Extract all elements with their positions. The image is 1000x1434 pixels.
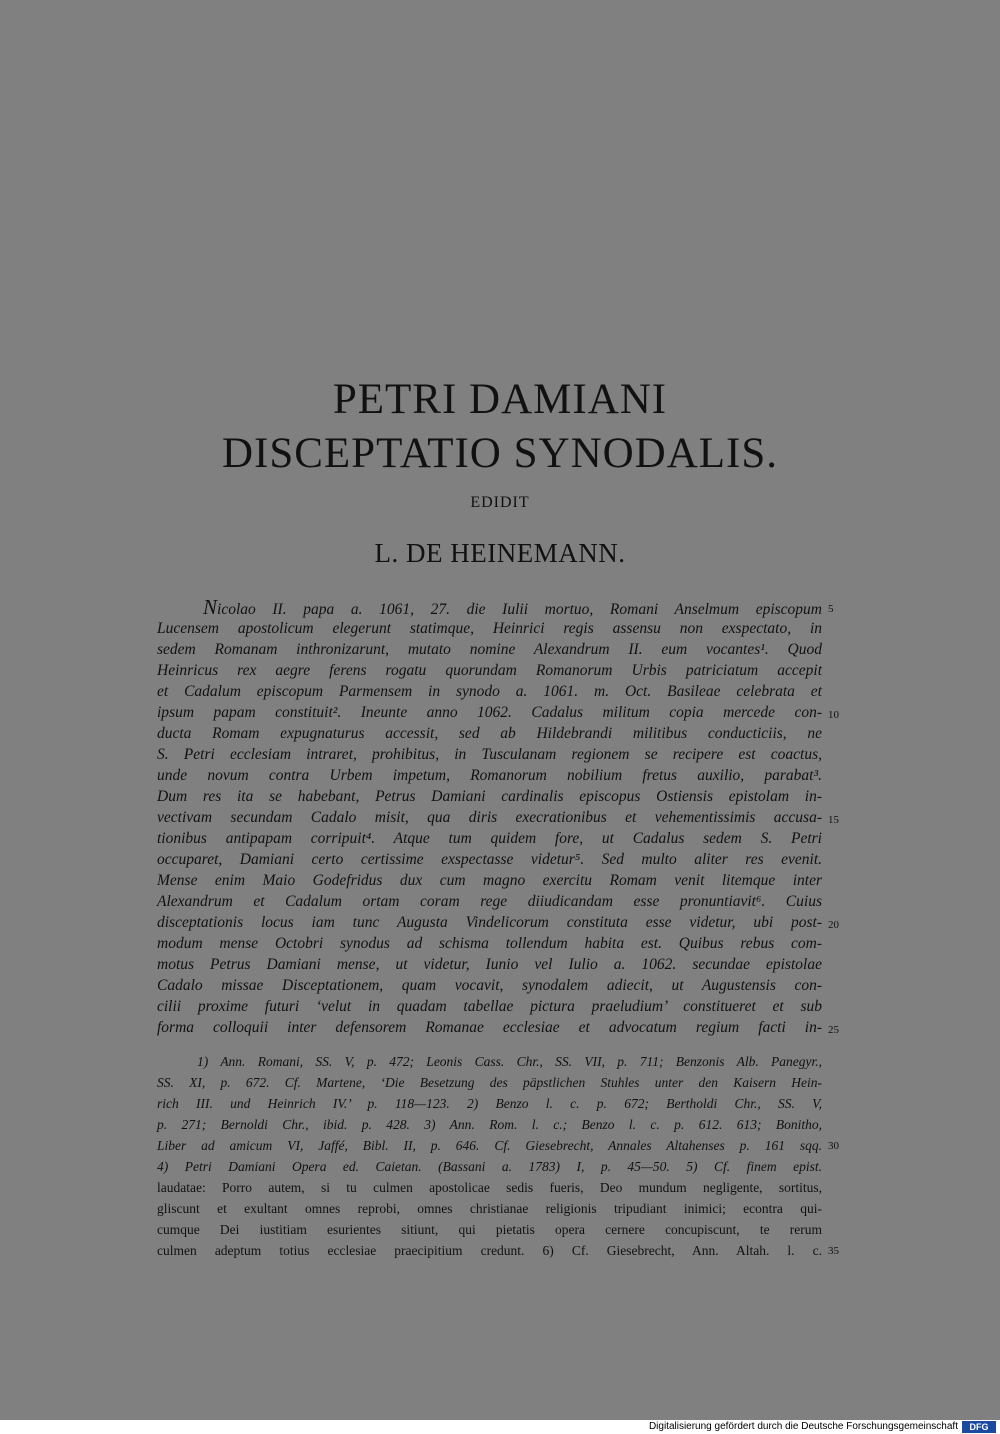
body-line: et Cadalum episcopum Parmensem in synodo a. 1061. m. Oct. Basileae celebrata et (157, 683, 822, 700)
title-line-2: DISCEPTATIO SYNODALIS. (221, 430, 779, 477)
body-line: disceptationis locus iam tunc Augusta Vindelicorum constituta esse videtur, ubi post- (157, 914, 822, 931)
body-line: Heinricus rex aegre ferens rogatu quorundam Romanorum Urbis patriciatum accepit (157, 662, 822, 679)
body-line: Dum res ita se habebant, Petrus Damiani cardinalis episcopus Ostiensis epistolam in- (157, 788, 822, 805)
editor-name: L. DE HEINEMANN. (374, 538, 626, 568)
body-line: Cadalo missae Disceptationem, quam vocavit, synodalem adiecit, ut Augustensis con- (157, 977, 822, 994)
body-line: sedem Romanam inthronizarunt, mutato nomine Alexandrum II. eum vocantes¹. Quod (157, 641, 822, 658)
line-number: 20 (828, 919, 839, 931)
footnote-line: Liber ad amicum VI, Jaffé, Bibl. II, p. 646. Cf. Giesebrecht, Annales Altahenses p. 161 sqq. (157, 1138, 822, 1153)
line-number: 15 (828, 814, 839, 826)
line-number: 5 (828, 603, 834, 615)
footnote-line: cumque Dei iustitiam esurientes sitiunt, qui pietatis opera cernere concupiscunt, te rerum (157, 1222, 822, 1237)
footnote-line: 4) Petri Damiani Opera ed. Caietan. (Bassani a. 1783) I, p. 45—50. 5) Cf. finem epist. (157, 1159, 822, 1174)
body-line: Mense enim Maio Godefridus dux cum magno exercitu Romam venit litemque inter (157, 872, 822, 889)
body-line: motus Petrus Damiani mense, ut videtur, Iunio vel Iulio a. 1062. secundae epistolae (157, 956, 822, 973)
edidit-label: EDIDIT (470, 494, 530, 511)
footnote-line: gliscunt et exultant omnes reprobi, omnes christianae religionis tripudiant inimici; econtra qui- (157, 1201, 822, 1216)
footnote-line: 1) Ann. Romani, SS. V, p. 472; Leonis Cass. Chr., SS. VII, p. 711; Benzonis Alb. Panegyr., (197, 1054, 822, 1069)
footnote-line: rich III. und Heinrich IV.’ p. 118—123. 2) Benzo l. c. p. 672; Bertholdi Chr., SS. V, (157, 1096, 822, 1111)
body-line: S. Petri ecclesiam intraret, prohibitus, in Tusculanam regionem se recipere est coactus, (157, 746, 822, 763)
body-line: vectivam secundam Cadalo misit, qua diris execrationibus et vehementissimis accusa- (157, 809, 822, 826)
line-number: 10 (828, 709, 839, 721)
footnote-line: p. 271; Bernoldi Chr., ibid. p. 428. 3) Ann. Rom. l. c.; Benzo l. c. p. 612. 613; Bonitho, (157, 1117, 822, 1132)
footnote-line: SS. XI, p. 672. Cf. Martene, ‘Die Besetzung des päpstlichen Stuhles unter den Kaisern Hein- (157, 1075, 822, 1090)
drop-cap: N (203, 595, 218, 619)
title-line-1: PETRI DAMIANI (332, 376, 668, 423)
body-line: ducta Romam expugnaturus accessit, sed ab Hildebrandi militibus conducticiis, ne (157, 725, 822, 742)
line-number: 25 (828, 1024, 839, 1036)
footnote-line: laudatae: Porro autem, si tu culmen apostolicae sedis fueris, Deo mundum negligente, sortitus, (157, 1180, 822, 1195)
line-number: 30 (828, 1140, 839, 1152)
body-line: forma colloquii inter defensorem Romanae ecclesiae et advocatum regium facti in- (157, 1019, 822, 1036)
body-line: Lucensem apostolicum elegerunt statimque, Heinrici regis assensu non exspectato, in (157, 620, 822, 637)
dfg-logo: DFG (962, 1421, 996, 1433)
footnote-line: culmen adeptum totius ecclesiae praecipitium credunt. 6) Cf. Giesebrecht, Ann. Altah. l. c. (157, 1243, 822, 1258)
footer-bar (0, 1420, 1000, 1434)
body-line: cilii proxime futuri ‘velut in quadam tabellae pictura praeludium’ constitueret et sub (157, 998, 822, 1015)
body-line: unde novum contra Urbem impetum, Romanorum nobilium fretus auxilio, parabat³. (157, 767, 822, 784)
body-line: tionibus antipapam corripuit⁴. Atque tum quidem fore, ut Cadalus sedem S. Petri (157, 830, 822, 847)
funding-credit: Digitalisierung gefördert durch die Deutsche Forschungsgemeinschaft (648, 1421, 958, 1432)
body-line: occuparet, Damiani certo certissime exspectasse videtur⁵. Sed multo aliter res evenit. (157, 851, 822, 868)
body-line: Alexandrum et Cadalum ortam coram rege diiudicandam esse pronuntiavit⁶. Cuius (157, 893, 822, 910)
body-line: ipsum papam constituit². Ineunte anno 1062. Cadalus militum copia mercede con- (157, 704, 822, 721)
body-line-1: Nicolao II. papa a. 1061, 27. die Iulii mortuo, Romani Anselmum episcopum (203, 595, 822, 619)
body-line: modum mense Octobri synodus ad schisma tollendum habita est. Quibus rebus com- (157, 935, 822, 952)
line-number: 35 (828, 1245, 839, 1257)
